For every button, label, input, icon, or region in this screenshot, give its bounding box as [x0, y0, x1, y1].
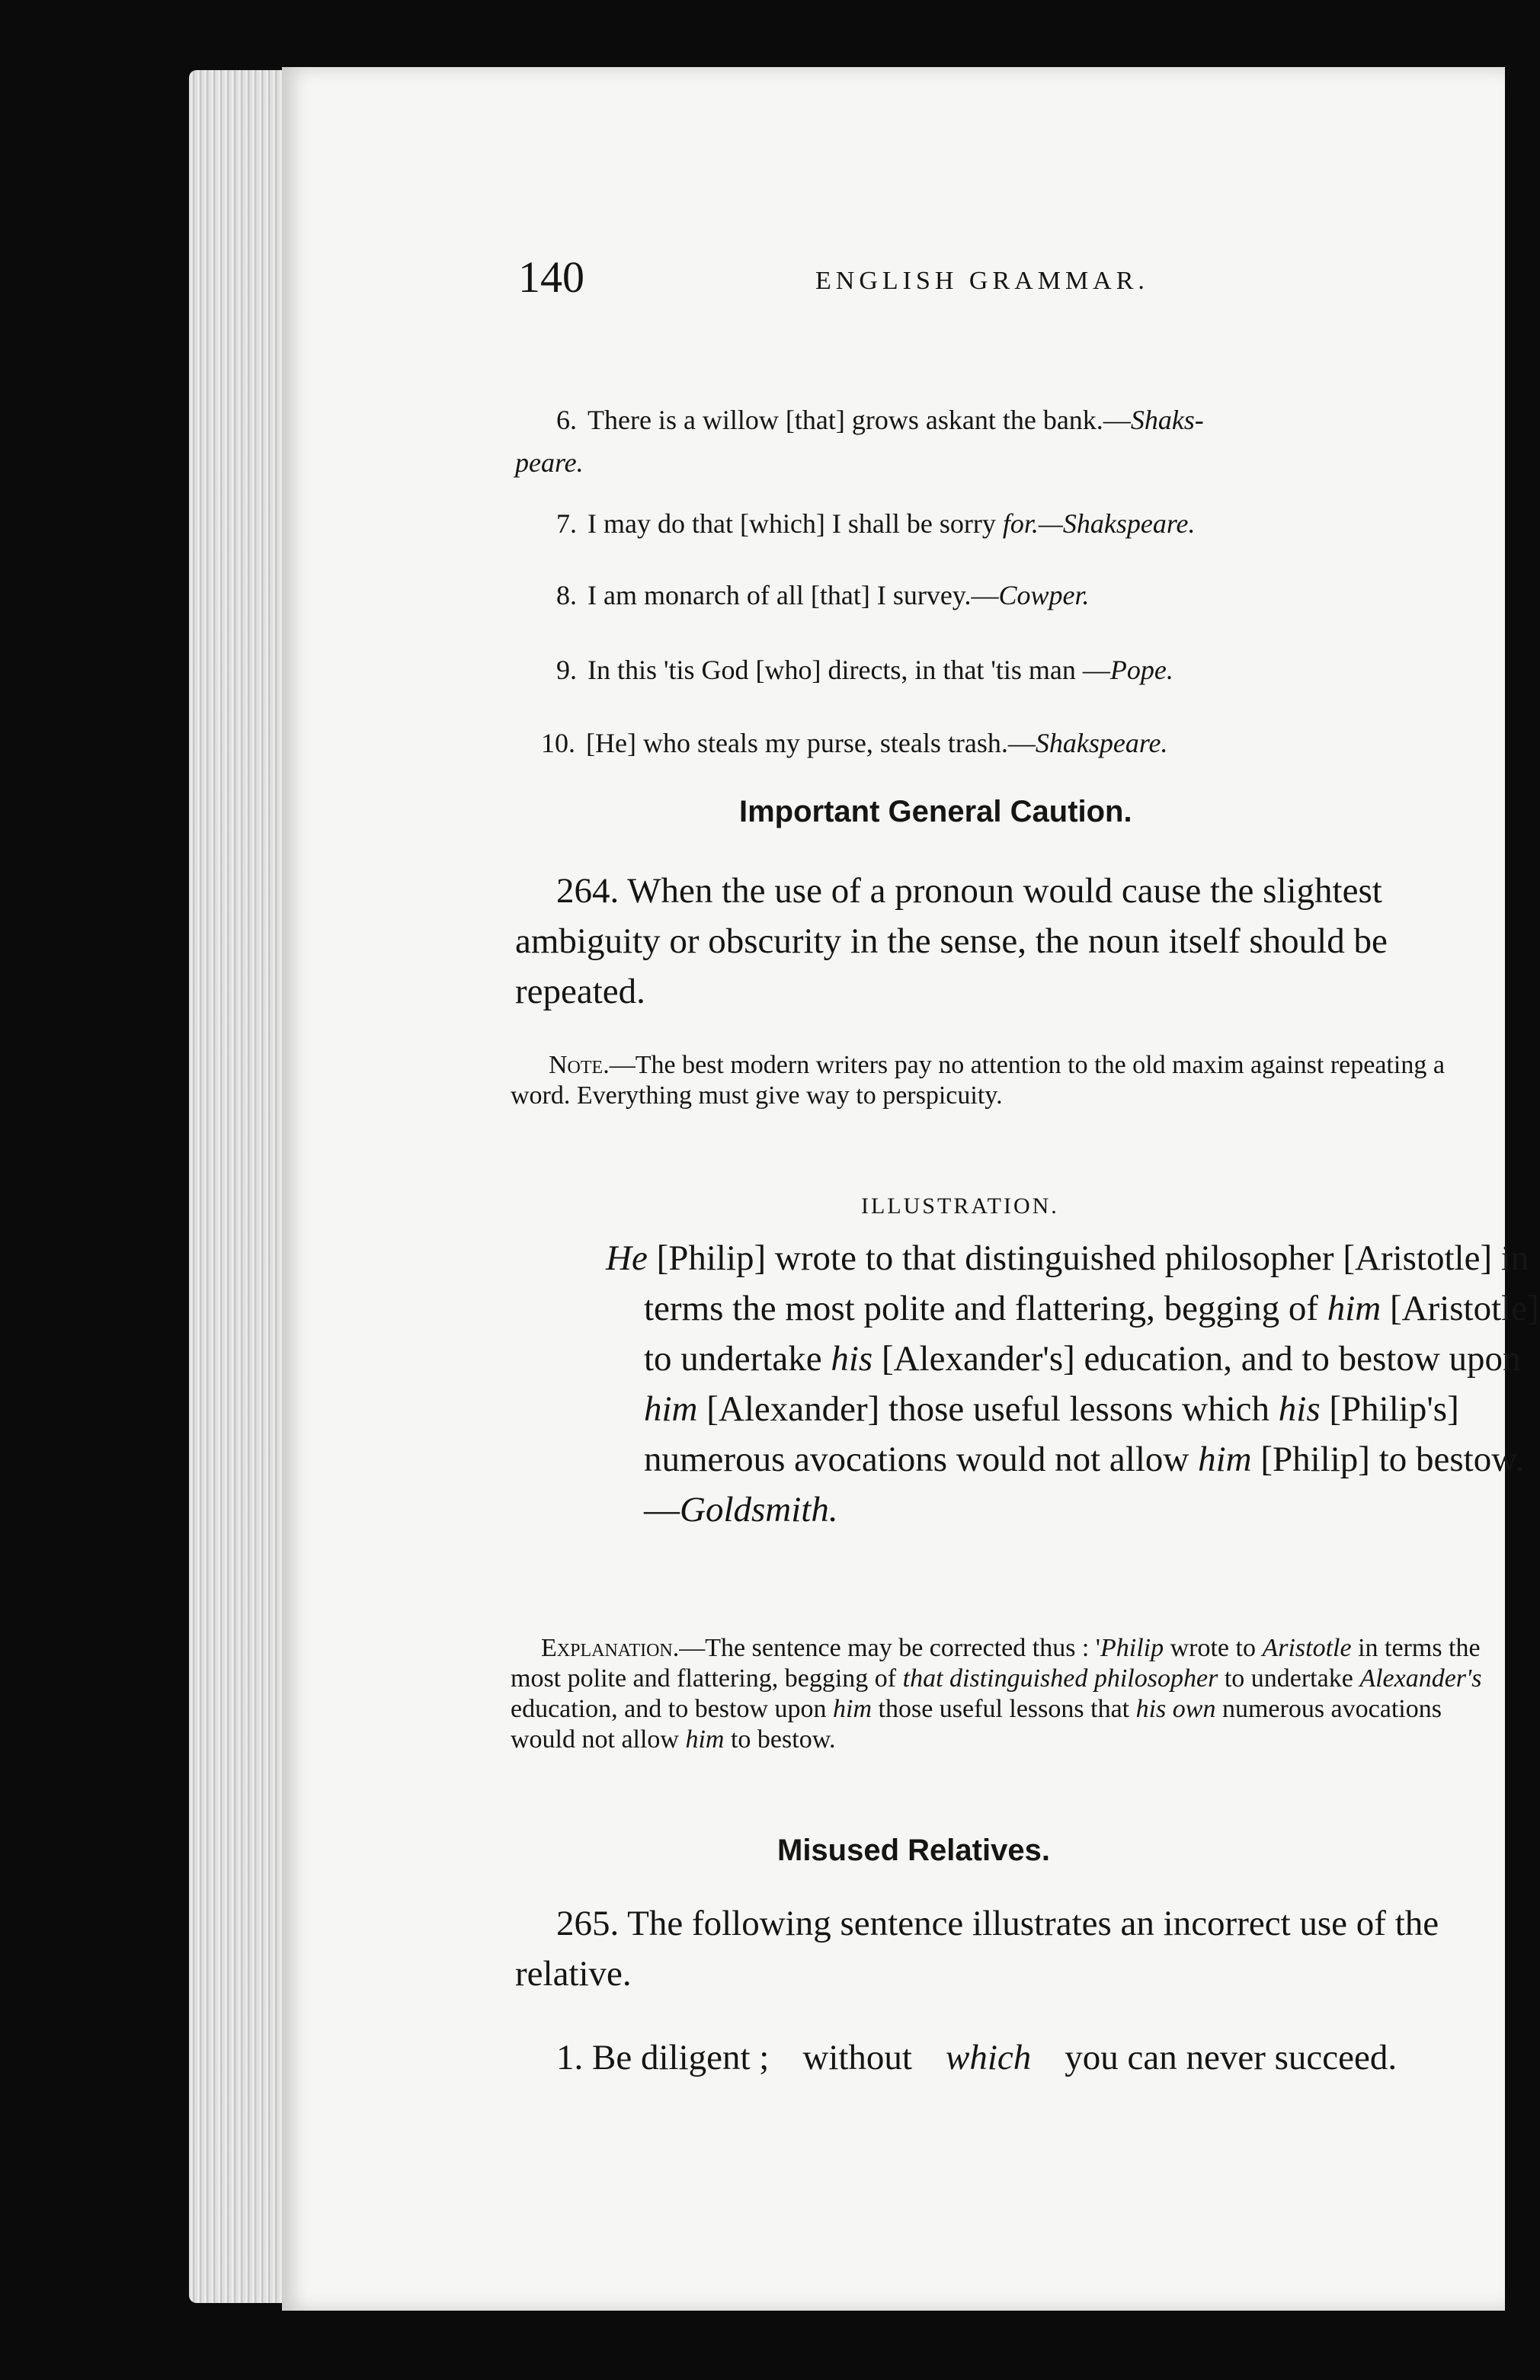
example-9: 9. In this 'tis God [who] directs, in that 'tis man —Pope. — [556, 655, 1173, 685]
example-10: 10. [He] who steals my purse, steals trash.—Shakspeare. — [541, 728, 1168, 758]
rule-264 — [515, 866, 1500, 1017]
example-6: 6. There is a willow [that] grows askant the bank.—Shaks- — [556, 405, 1204, 435]
example-8: 8. I am monarch of all [that] I survey.—Cowper. — [556, 580, 1090, 610]
illustration-author: Goldsmith. — [680, 1490, 838, 1530]
rule-text: When the use of a pronoun would cause the slightest ambiguity or obscurity in the sense, the noun itself should be repeated. — [515, 871, 1388, 1011]
book-page — [282, 67, 1539, 2311]
example-7: 7. I may do that [which] I shall be sorry for.—Shakspeare. — [556, 508, 1196, 539]
rule-text: The following sentence illustrates an incorrect use of the relative. — [515, 1904, 1439, 1994]
note-text: —The best modern writers pay no attention to the old maxim against repeating a word. Everything must give way to perspicuity. — [511, 1051, 1445, 1110]
example-6-author-continued: peare. — [515, 447, 584, 478]
note-paragraph — [511, 1050, 1501, 1111]
example-sentence-1: 1. Be diligent ; without which you can never succeed. — [556, 2038, 1398, 2077]
rule-number: 265. — [556, 1904, 620, 1943]
rule-265 — [515, 1898, 1500, 1999]
illustration-label: ILLUSTRATION. — [861, 1193, 1059, 1219]
note-label: Note. — [549, 1051, 610, 1079]
page-number: 140 — [518, 252, 584, 302]
rule-number: 264. — [556, 871, 620, 911]
section-heading-important-general-caution: Important General Caution. — [739, 795, 1132, 828]
running-title: ENGLISH GRAMMAR. — [815, 267, 1149, 295]
section-heading-misused-relatives: Misused Relatives. — [777, 1834, 1050, 1867]
illustration-quote: He [Philip] wrote to that distinguished philosopher [Aristotle] in terms the most polite and flattering, begging of him [Aristotle] to undertake his [Alexander's] education, and to bestow upon him [Alexander] those useful lessons which his [Philip's] numerous avocations would not allow him [Philip] to bestow.—Goldsmith. — [606, 1238, 1539, 1530]
explanation-paragraph: Explanation.—The sentence may be corrected thus : 'Philip wrote to Aristotle in terms the most polite and flattering, begging of that distinguished philosopher to undertake Alexander's education, and to bestow upon him those useful lessons that his own numerous avocations would not allow him to bestow. — [511, 1634, 1482, 1754]
explanation-label: Explanation. — [541, 1634, 680, 1662]
